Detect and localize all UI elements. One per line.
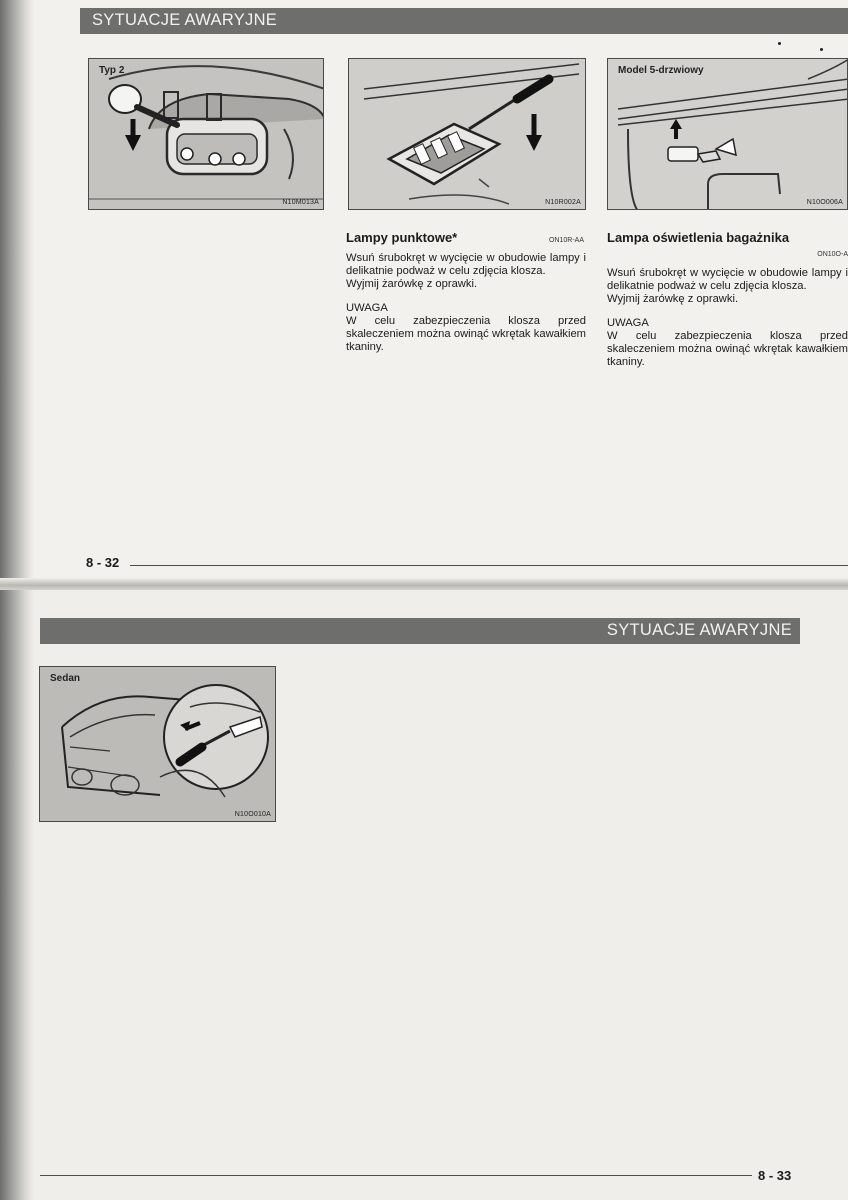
page-number: 8 - 32	[86, 555, 120, 570]
illustration-spot-lamp	[349, 59, 586, 210]
scan-speck	[820, 48, 823, 51]
scan-speck	[778, 42, 781, 45]
page-number: 8 - 33	[758, 1168, 792, 1183]
illustration-trunk-lamp-5door	[608, 59, 848, 210]
figure-code: N10M013A	[282, 199, 319, 206]
footer-rule	[40, 1175, 752, 1176]
section-spot-lamps	[346, 230, 586, 354]
section-title-text: Lampy punktowe*	[346, 230, 458, 245]
figure-label: Typ 2	[99, 65, 125, 76]
note-title: UWAGA	[346, 302, 388, 314]
note-title: UWAGA	[607, 317, 649, 329]
section-title	[346, 230, 586, 246]
section-code: ON10O-A	[817, 251, 848, 258]
instruction-text: Wyjmij żarówkę z oprawki.	[607, 293, 739, 305]
section-header-bar	[40, 618, 800, 644]
note-text: W celu zabezpieczenia klosza przed skaleczeniem można owinąć wkrętak kawałkiem tkaniny.	[346, 315, 586, 353]
section-header-title: SYTUACJE AWARYJNE	[92, 11, 278, 29]
note-text: W celu zabezpieczenia klosza przed skaleczeniem można owinąć wkrętak kawałkiem tkaniny.	[607, 330, 848, 368]
instruction-text: Wyjmij żarówkę z oprawki.	[346, 278, 478, 290]
section-header-title: SYTUACJE AWARYJNE	[606, 621, 792, 639]
instruction-text: Wsuń śrubokręt w wycięcie w obudowie lampy i delikatnie podważ w celu zdjęcia klosza.	[607, 267, 848, 292]
figure-code: N10O010A	[234, 811, 271, 818]
section-code: ON10R-AA	[548, 237, 584, 244]
binding-shadow	[0, 0, 34, 590]
figure-label: Sedan	[50, 673, 81, 684]
section-title-text: Lampa oświetlenia bagażnika	[607, 230, 790, 245]
binding-shadow	[0, 590, 34, 1200]
figure-spot-lamp	[348, 58, 586, 210]
figure-sedan	[39, 666, 276, 822]
section-title	[607, 230, 848, 246]
illustration-dome-lamp	[89, 59, 324, 210]
figure-typ2	[88, 58, 324, 210]
figure-label: Model 5-drzwiowy	[618, 65, 704, 76]
figure-code: N10O006A	[806, 199, 843, 206]
instruction-text: Wsuń śrubokręt w wycięcie w obudowie lampy i delikatnie podważ w celu zdjęcia klosza.	[346, 252, 586, 277]
section-header-bar	[80, 8, 848, 34]
page-8-32	[0, 0, 848, 590]
illustration-trunk-lamp-sedan	[40, 667, 276, 822]
figure-code: N10R002A	[545, 199, 581, 206]
footer-rule	[130, 565, 848, 566]
section-trunk-lamp	[607, 230, 848, 369]
figure-model-5-door	[607, 58, 848, 210]
